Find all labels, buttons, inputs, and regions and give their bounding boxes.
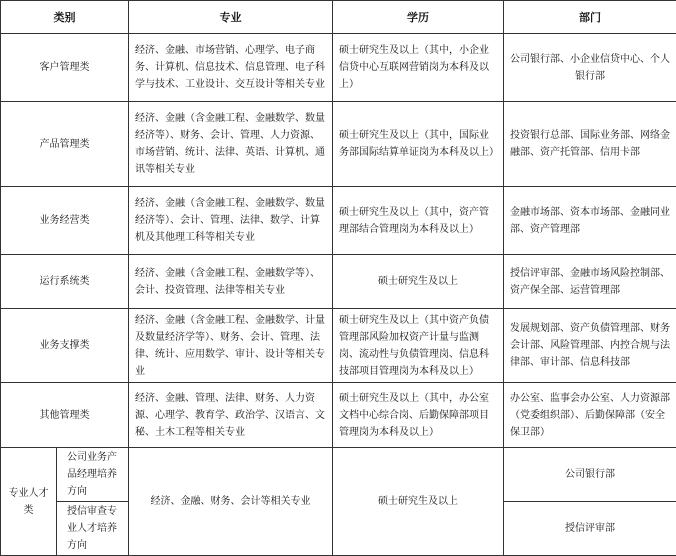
special-education-cell: 硕士研究生及以上 (333, 448, 504, 556)
table-row (1, 448, 676, 502)
table-row (1, 255, 676, 309)
table-row (1, 102, 676, 187)
table-row (1, 187, 676, 255)
table-row (1, 383, 676, 448)
category-cell: 客户管理类 (1, 34, 129, 102)
education-cell: 硕士研究生及以上（其中资产负债管理部风险加权资产计量与监测岗、流动性与负债管理岗、信息科技部项目管理岗为本科及以上） (333, 309, 504, 383)
special-major-cell: 经济、金融、财务、会计等相关专业 (129, 448, 333, 556)
education-cell: 硕士研究生及以上 (333, 255, 504, 309)
department-cell: 办公室、监事会办公室、人力资源部（党委组织部）、后勤保障部（安全保卫部） (504, 383, 676, 448)
department-cell: 发展规划部、资产负债管理部、财务会计部、风险管理部、内控合规与法律部、审计部、信息科技部 (504, 309, 676, 383)
category-cell: 业务支撑类 (1, 309, 129, 383)
header-major: 专业 (129, 1, 333, 34)
table-row (1, 309, 676, 383)
subcategory-cell: 公司业务产品经理培养方向 (57, 448, 129, 502)
header-education: 学历 (333, 1, 504, 34)
department-cell: 授信评审部、金融市场风险控制部、资产保全部、运营管理部 (504, 255, 676, 309)
category-cell: 产品管理类 (1, 102, 129, 187)
major-cell: 经济、金融、市场营销、心理学、电子商务、计算机、信息技术、信息管理、电子科学与技术、工业设计、交互设计等相关专业 (129, 34, 333, 102)
department-cell: 公司银行部 (504, 448, 676, 502)
department-cell: 公司银行部、小企业信贷中心、个人银行部 (504, 34, 676, 102)
category-cell: 业务经营类 (1, 187, 129, 255)
major-cell: 经济、金融（含金融工程、金融数学、数量经济等）、会计、管理、法律、数学、计算机及其他理工科等相关专业 (129, 187, 333, 255)
department-cell: 金融市场部、资本市场部、金融同业部、资产管理部 (504, 187, 676, 255)
special-category-cell: 专业人才类 (1, 448, 57, 556)
education-cell: 硕士研究生及以上（其中，国际业务部国际结算单证岗为本科及以上） (333, 102, 504, 187)
table-row (1, 34, 676, 102)
major-cell: 经济、金融（含金融工程、金融数学等）、会计、投资管理、法律等相关专业 (129, 255, 333, 309)
education-cell: 硕士研究生及以上（其中，办公室文档中心综合岗、后勤保障部项目管理岗为本科及以上） (333, 383, 504, 448)
department-cell: 投资银行总部、国际业务部、网络金融部、资产托管部、信用卡部 (504, 102, 676, 187)
department-cell: 授信评审部 (504, 502, 676, 556)
major-cell: 经济、金融（含金融工程、金融数学、计量及数量经济学等）、财务、会计、管理、法律、统计、应用数学、审计、设计等相关专业 (129, 309, 333, 383)
table-header-row (1, 1, 676, 34)
education-cell: 硕士研究生及以上（其中，资产管理部结合管理岗为本科及以上） (333, 187, 504, 255)
major-cell: 经济、金融、管理、法律、财务、人力资源、心理学、教育学、政治学、汉语言、文秘、土木工程等相关专业 (129, 383, 333, 448)
category-cell: 其他管理类 (1, 383, 129, 448)
category-cell: 运行系统类 (1, 255, 129, 309)
major-cell: 经济、金融（含金融工程、金融数学、数量经济等）、财务、会计、管理、人力资源、市场营销、统计、法律、英语、计算机、通讯等相关专业 (129, 102, 333, 187)
subcategory-cell: 授信审查专业人才培养方向 (57, 502, 129, 556)
header-category: 类别 (1, 1, 129, 34)
header-department: 部门 (504, 1, 676, 34)
education-cell: 硕士研究生及以上（其中，小企业信贷中心互联网营销岗为本科及以上） (333, 34, 504, 102)
